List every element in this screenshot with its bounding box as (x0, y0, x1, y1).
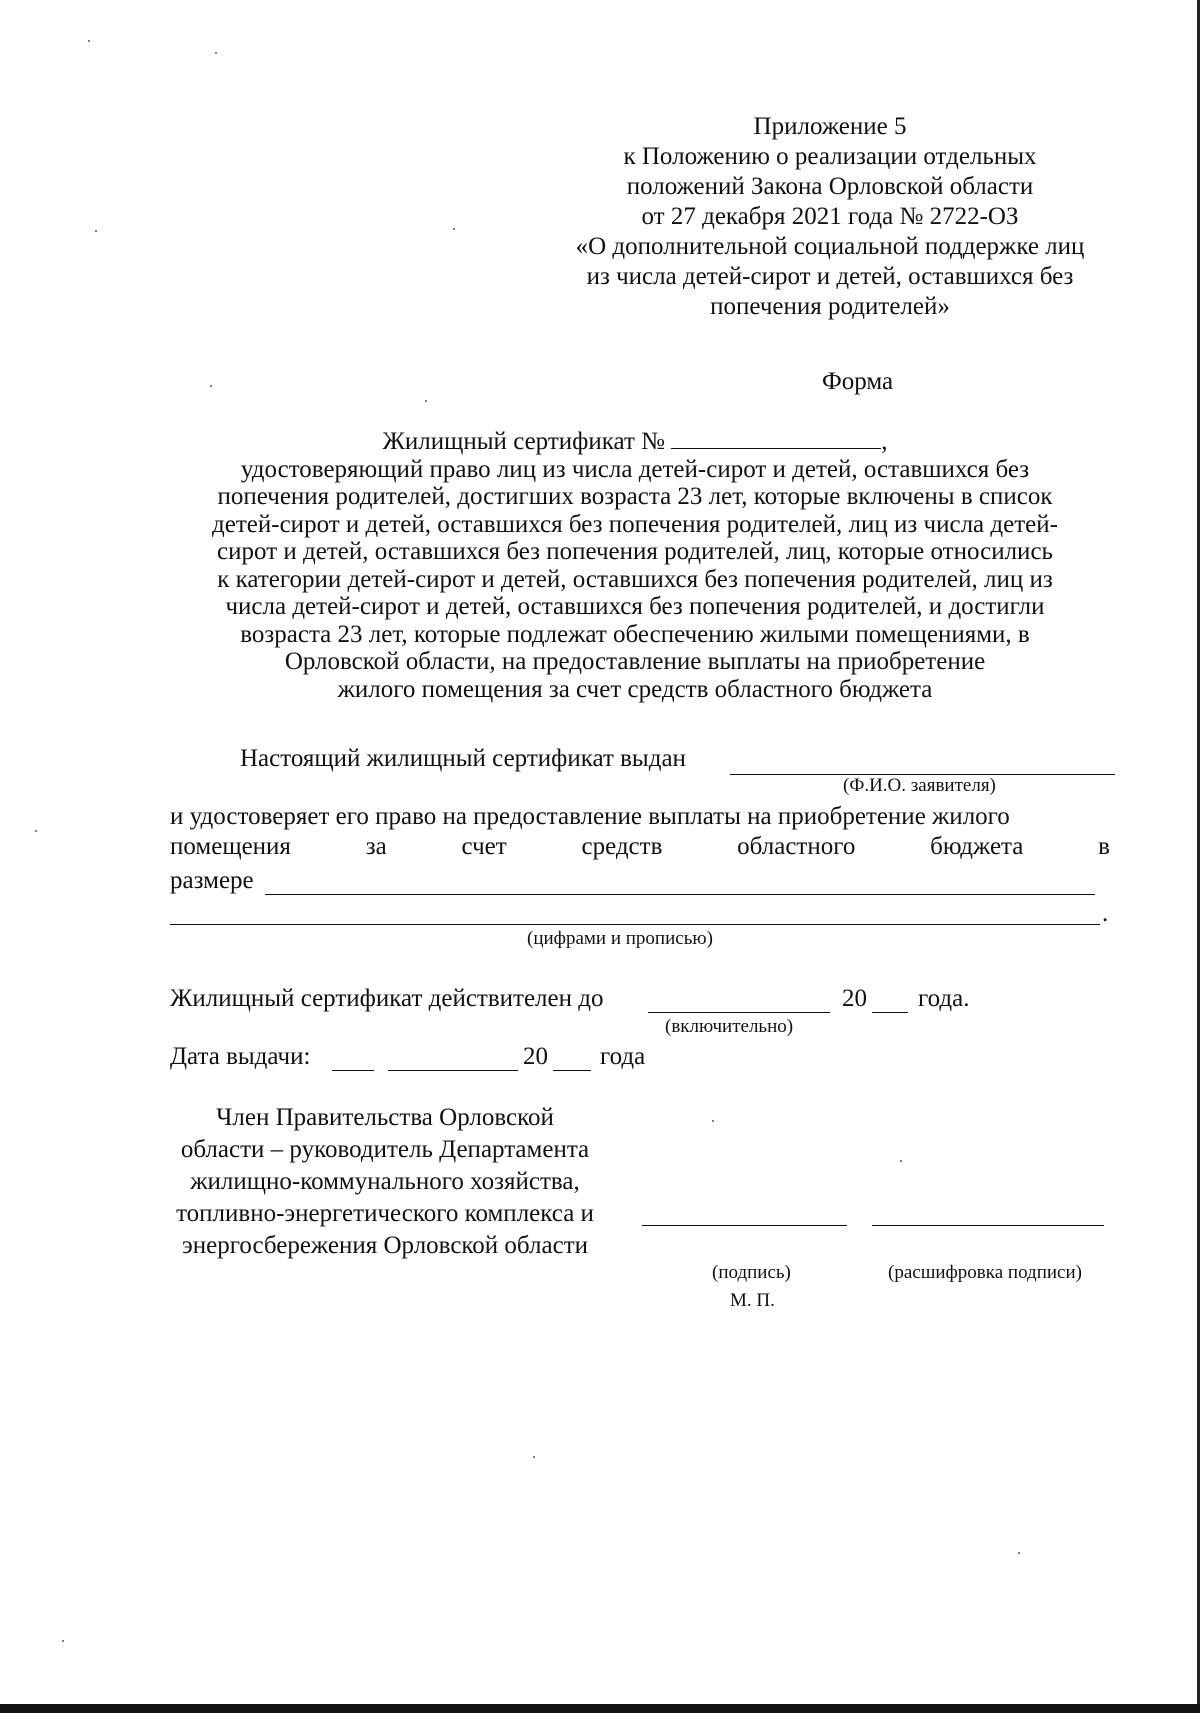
entitlement-word: средств (581, 833, 663, 860)
validity-hint: (включительно) (665, 1016, 794, 1037)
signature-hint: (подпись) (712, 1262, 791, 1283)
signature-decode-hint: (расшифровка подписи) (888, 1262, 1082, 1283)
signer-line: топливно-энергетического комплекса и (176, 1200, 594, 1227)
appendix-line: положений Закона Орловской области (626, 173, 1034, 200)
scan-speck (215, 52, 217, 54)
certificate-description-line: детей-сирот и детей, оставшихся без попечения родителей, лиц из числа детей- (212, 510, 1058, 538)
certificate-title: Жилищный сертификат № (382, 428, 665, 455)
scan-speck (425, 400, 427, 402)
appendix-line: из числа детей-сирот и детей, оставшихся без (586, 263, 1074, 290)
entitlement-word: областного (737, 833, 856, 860)
issued-to-label: Настоящий жилищный сертификат выдан (240, 745, 686, 772)
appendix-line: Приложение 5 (753, 113, 907, 140)
appendix-line: «О дополнительной социальной поддержке лиц (575, 233, 1085, 260)
amount-end-period: . (1102, 900, 1109, 927)
appendix-line: от 27 декабря 2021 года № 2722-ОЗ (641, 203, 1019, 230)
signer-line: энергосбережения Орловской области (181, 1232, 589, 1259)
certificate-description-line: Орловской области, на предоставление выплаты на приобретение (284, 648, 986, 675)
certificate-description-line: возраста 23 лет, которые подлежат обеспечению жилыми помещениями, в (240, 620, 1030, 648)
certificate-description-line: попечения родителей, достигших возраста 23 лет, которые включены в список (217, 483, 1053, 510)
scan-speck (712, 1120, 714, 1122)
signer-line: области – руководитель Департамента (180, 1136, 590, 1163)
amount-field-line-1[interactable] (265, 894, 1095, 895)
scan-speck (210, 385, 212, 387)
scan-speck (35, 830, 37, 832)
entitlement-line-1: и удостоверяет его право на предоставление выплаты на приобретение жилого (170, 803, 1010, 830)
entitlement-word: в (1098, 833, 1110, 860)
scan-speck (1018, 1552, 1020, 1554)
certificate-description-line: к категории детей-сирот и детей, оставшихся без попечения родителей, лиц из (217, 565, 1053, 593)
validity-year-suffix: года. (918, 985, 970, 1012)
applicant-name-hint: (Ф.И.О. заявителя) (843, 775, 996, 796)
entitlement-word: за (365, 833, 387, 860)
amount-hint: (цифрами и прописью) (527, 928, 713, 949)
signature-decode-field[interactable] (872, 1225, 1104, 1226)
validity-year-prefix: 20 (842, 985, 867, 1012)
certificate-description-line: сирот и детей, оставшихся без попечения родителей, лиц, которые относились (217, 538, 1053, 565)
scan-speck (88, 40, 90, 42)
amount-label: размере (170, 867, 254, 894)
certificate-title-block (190, 428, 1080, 703)
amount-field-line-2[interactable] (170, 924, 1100, 925)
issue-year-field[interactable] (553, 1070, 591, 1071)
scan-speck (900, 1160, 902, 1162)
signer-line: жилищно-коммунального хозяйства, (190, 1168, 580, 1195)
appendix-header (515, 112, 1145, 322)
validity-label: Жилищный сертификат действителен до (170, 985, 604, 1012)
certificate-number-field[interactable] (671, 448, 881, 449)
stamp-label: М. П. (730, 1290, 775, 1311)
scan-edge-bottom (0, 1704, 1200, 1713)
issue-month-field[interactable] (388, 1070, 518, 1071)
issue-year-prefix: 20 (523, 1043, 548, 1070)
certificate-number-line (190, 428, 1080, 456)
certificate-title-comma: , (881, 428, 888, 455)
entitlement-word: бюджета (930, 833, 1024, 860)
entitlement-line-2 (170, 833, 1110, 861)
issue-year-suffix: года (600, 1043, 646, 1070)
scan-speck (453, 228, 455, 230)
appendix-line: попечения родителей» (710, 293, 950, 320)
scan-speck (533, 1456, 535, 1458)
certificate-description-line: жилого помещения за счет средств областного бюджета (337, 675, 933, 703)
issue-day-field[interactable] (332, 1070, 374, 1071)
issue-date-label: Дата выдачи: (170, 1043, 311, 1070)
validity-year-field[interactable] (872, 1012, 908, 1013)
scan-speck (62, 1640, 64, 1642)
signer-title (150, 1102, 620, 1262)
certificate-description-line: числа детей-сирот и детей, оставшихся без попечения родителей, и достигли (225, 593, 1045, 620)
signer-line: Член Правительства Орловской (216, 1104, 554, 1131)
appendix-line: к Положению о реализации отдельных (623, 143, 1037, 170)
entitlement-word: счет (461, 833, 507, 860)
entitlement-word: помещения (170, 833, 291, 860)
scan-speck (95, 230, 97, 232)
certificate-description-line: удостоверяющий право лиц из числа детей-сирот и детей, оставшихся без (240, 455, 1030, 483)
form-label: Форма (822, 368, 894, 395)
validity-date-field[interactable] (648, 1012, 830, 1013)
signature-field[interactable] (642, 1225, 847, 1226)
